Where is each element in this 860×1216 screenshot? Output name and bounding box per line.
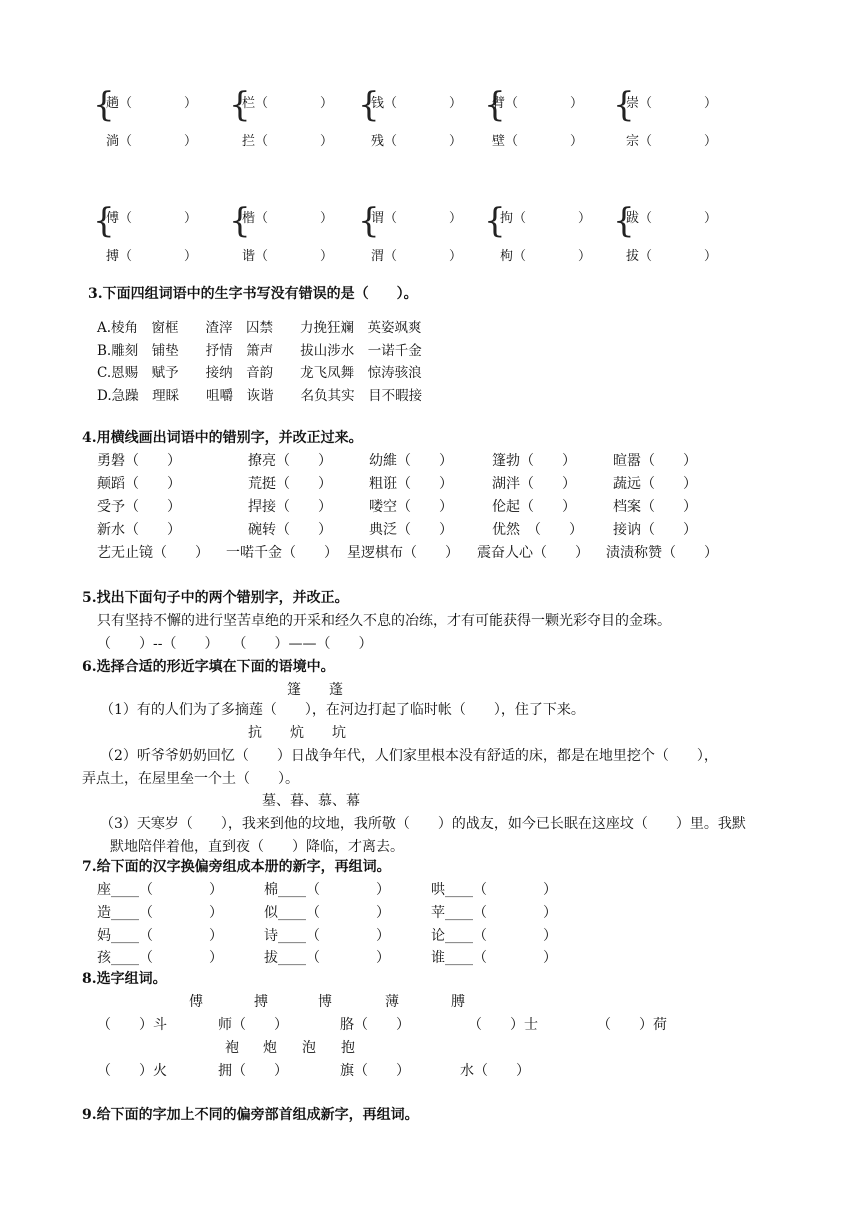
q4-item: 颠蹈（ ） <box>97 476 181 492</box>
q6-sentence-3a: （3）天寒岁（ ），我来到他的坟地，我所敬（ ）的战友，如今已长眠在这座坟（ ）里。我默 <box>100 816 746 832</box>
q8-word: （ ）荷 <box>597 1017 667 1033</box>
q4-item: 暄嚣（ ） <box>613 453 697 469</box>
brace-icon: { <box>93 85 115 125</box>
pair-top: 楷（ ） <box>242 211 334 226</box>
q7-item: 谁____（ ） <box>431 950 557 966</box>
q8-word: （ ）火 <box>97 1063 167 1079</box>
q7-item: 座____（ ） <box>97 882 223 898</box>
q8-char: 抱 <box>341 1040 355 1056</box>
brace-icon: { <box>358 85 380 125</box>
q4-item: 档案（ ） <box>613 499 697 515</box>
q4-item: 湖泮（ ） <box>492 476 576 492</box>
q4-item: 荒挺（ ） <box>248 476 332 492</box>
q7-item: 棉____（ ） <box>264 882 390 898</box>
q7-item: 哄____（ ） <box>431 882 557 898</box>
q5-title: 5.找出下面句子中的两个错别字，并改正。 <box>82 590 349 606</box>
q7-item: 妈____（ ） <box>97 928 223 944</box>
q4-item: 喽空（ ） <box>369 499 453 515</box>
pair-top: 傅（ ） <box>106 211 198 226</box>
brace-icon: { <box>484 85 506 125</box>
q4-item: 艺无止镜（ ） <box>97 545 209 561</box>
q4-item: 优然 （ ） <box>492 522 583 538</box>
q4-item: 勇磐（ ） <box>97 453 181 469</box>
q4-item: 星逻棋布（ ） <box>347 545 459 561</box>
brace-icon: { <box>229 85 251 125</box>
q7-item: 似____（ ） <box>264 905 390 921</box>
q6-title: 6.选择合适的形近字填在下面的语境中。 <box>82 659 335 675</box>
q8-char: 袍 <box>225 1040 239 1056</box>
brace-icon: { <box>229 201 251 241</box>
q6-chars-1: 篷 蓬 <box>287 682 343 698</box>
q8-word: 拥（ ） <box>218 1063 288 1079</box>
pair-bottom: 谐（ ） <box>242 249 334 264</box>
q3-title: 3.下面四组词语中的生字书写没有错误的是（ ）。 <box>88 286 418 302</box>
q8-title: 8.选字组词。 <box>82 971 167 987</box>
q8-char: 泡 <box>302 1040 316 1056</box>
brace-icon: { <box>613 201 635 241</box>
q4-item: 新水（ ） <box>97 522 181 538</box>
q3-option-d: D.急躁 理睬 咀嚼 诙谐 名负其实 目不暇接 <box>97 388 423 404</box>
q5-answer: （ ）--（ ） （ ）——（ ） <box>97 636 373 652</box>
q4-item: 典泛（ ） <box>369 522 453 538</box>
q4-item: 伦起（ ） <box>492 499 576 515</box>
pair-top: 谓（ ） <box>371 211 463 226</box>
q7-item: 拔____（ ） <box>264 950 390 966</box>
pair-bottom: 淌（ ） <box>106 134 198 149</box>
q6-chars-2: 抗 炕 坑 <box>248 725 346 741</box>
q4-item: 渍渍称赞（ ） <box>606 545 718 561</box>
q4-item: 震奋人心（ ） <box>477 545 589 561</box>
q7-item: 诗____（ ） <box>264 928 390 944</box>
q5-sentence: 只有坚持不懈的进行坚苦卓绝的开采和经久不息的冶练，才有可能获得一颗光彩夺目的金珠。 <box>97 613 671 629</box>
brace-icon: { <box>613 85 635 125</box>
pair-bottom: 枸（ ） <box>500 249 592 264</box>
q3-option-c: C.恩赐 赋予 接纳 音韵 龙飞凤舞 惊涛骇浪 <box>97 365 422 381</box>
pair-top: 拘（ ） <box>500 211 592 226</box>
pair-top: 崇（ ） <box>626 96 718 111</box>
q3-option-a: A.棱角 窗框 渣滓 囚禁 力挽狂斓 英姿飒爽 <box>97 320 422 336</box>
q7-item: 论____（ ） <box>431 928 557 944</box>
q8-char: 博 <box>318 994 332 1010</box>
q6-sentence-3b: 默地陪伴着他，直到夜（ ）降临，才离去。 <box>110 839 404 855</box>
pair-bottom: 拔（ ） <box>626 249 718 264</box>
q8-word: （ ）士 <box>468 1017 538 1033</box>
q6-sentence-1: （1）有的人们为了多摘莲（ ），在河边打起了临时帐（ ），住了下来。 <box>100 702 585 718</box>
pair-bottom: 宗（ ） <box>626 134 718 149</box>
q4-item: 蔬远（ ） <box>613 476 697 492</box>
q8-word: 旗（ ） <box>340 1063 410 1079</box>
pair-top: 栏（ ） <box>242 96 334 111</box>
q8-char: 炮 <box>263 1040 277 1056</box>
q8-char: 搏 <box>254 994 268 1010</box>
q3-option-b: B.雕刻 铺垫 抒情 箫声 拔山涉水 一诺千金 <box>97 343 422 359</box>
q4-item: 受予（ ） <box>97 499 181 515</box>
q8-word: （ ）斗 <box>97 1017 167 1033</box>
q4-title: 4.用横线画出词语中的错别字，并改正过来。 <box>82 430 363 446</box>
q4-item: 接讷（ ） <box>613 522 697 538</box>
q8-word: 胳（ ） <box>340 1017 410 1033</box>
pair-top: 钱（ ） <box>371 96 463 111</box>
q8-word: 水（ ） <box>460 1063 530 1079</box>
q8-char: 傅 <box>189 994 203 1010</box>
q8-char: 薄 <box>385 994 399 1010</box>
q6-chars-3: 墓、暮、慕、幕 <box>262 793 360 809</box>
q9-title: 9.给下面的字加上不同的偏旁部首组成新字，再组词。 <box>82 1107 419 1123</box>
brace-icon: { <box>484 201 506 241</box>
q4-item: 篷勃（ ） <box>492 453 576 469</box>
q7-title: 7.给下面的汉字换偏旁组成本册的新字，再组词。 <box>82 859 391 875</box>
brace-icon: { <box>93 201 115 241</box>
pair-bottom: 搏（ ） <box>106 249 198 264</box>
q8-char: 膊 <box>451 994 465 1010</box>
pair-top: 臂（ ） <box>492 96 584 111</box>
q6-sentence-2b: 弄点土，在屋里垒一个土（ ）。 <box>82 771 299 787</box>
q7-item: 苹____（ ） <box>431 905 557 921</box>
q4-item: 幼維（ ） <box>369 453 453 469</box>
q4-item: 粗诳（ ） <box>369 476 453 492</box>
pair-top: 跋（ ） <box>626 211 718 226</box>
q8-word: 师（ ） <box>218 1017 288 1033</box>
q4-item: 捍接（ ） <box>248 499 332 515</box>
pair-bottom: 拦（ ） <box>242 134 334 149</box>
pair-bottom: 壁（ ） <box>492 134 584 149</box>
pair-top: 趟（ ） <box>106 96 198 111</box>
q6-sentence-2a: （2）听爷爷奶奶回忆（ ）日战争年代，人们家里根本没有舒适的床，都是在地里挖个（ ）， <box>100 748 718 764</box>
pair-bottom: 残（ ） <box>371 134 463 149</box>
pair-bottom: 渭（ ） <box>371 249 463 264</box>
brace-icon: { <box>358 201 380 241</box>
q7-item: 造____（ ） <box>97 905 223 921</box>
q4-item: 一喏千金（ ） <box>226 545 338 561</box>
q7-item: 孩____（ ） <box>97 950 223 966</box>
q4-item: 碗转（ ） <box>248 522 332 538</box>
q4-item: 撩亮（ ） <box>248 453 332 469</box>
